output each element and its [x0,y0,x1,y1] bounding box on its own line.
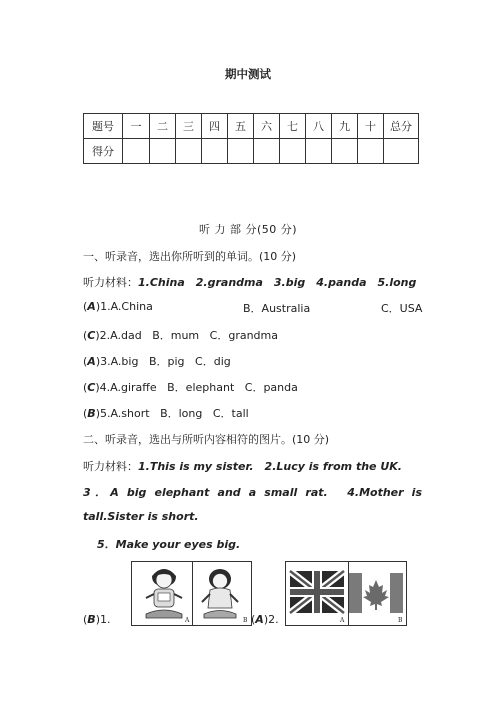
score-cell[interactable] [358,139,384,164]
score-header-cell: 题号 [84,114,123,139]
picture-label-a: A [185,617,190,624]
question-1-option-c: C．USA [381,302,423,315]
part2-material [83,458,402,474]
answer-1: A [87,300,96,313]
page-title: 期中测试 [225,67,271,81]
material-label: 听力材料： [83,276,138,289]
score-header-cell: 二 [150,114,176,139]
score-table-header-row [84,114,419,139]
score-header-cell: 总分 [384,114,419,139]
answer-3: A [87,355,96,368]
part2-instruction: 二、听录音，选出与所听内容相符的图片。(10 分) [83,433,330,446]
score-cell[interactable] [123,139,150,164]
score-cell[interactable] [384,139,419,164]
part2-question-1-number: )1. [95,613,111,626]
score-cell[interactable] [332,139,358,164]
answer-5: B [87,407,96,420]
material-label: 听力材料： [83,460,138,473]
picture-label-a: A [340,617,345,624]
score-cell[interactable] [228,139,254,164]
question-1-option-b: B．Australia [243,302,311,315]
score-cell[interactable] [254,139,280,164]
score-cell[interactable] [306,139,332,164]
score-header-cell: 四 [202,114,228,139]
score-cell[interactable] [280,139,306,164]
score-cell[interactable] [150,139,176,164]
part2-answer-1: B [87,613,96,626]
score-table [83,113,419,164]
question-5-option-a: )5.A.short [95,407,150,420]
answer-2: C [87,329,96,342]
canada-flag-icon [349,573,403,613]
material-line-1: 1.This is my sister. 2.Lucy is from the UK. [138,460,402,473]
children-picture [131,561,252,626]
material-text: 1.China 2.grandma 3.big 4.panda 5.long [138,276,417,289]
part2-question-1: (B)1. [83,613,111,626]
uk-flag-icon [290,571,344,613]
question-1: (A)1.A.China [83,300,153,313]
score-row-label: 得分 [84,139,123,164]
picture-label-b: B [398,617,403,624]
question-4-option-b: B．elephant [167,381,235,394]
flags-picture [285,561,407,626]
material-line-3: 5．Make your eyes big. [97,538,241,551]
part1-material [83,274,416,290]
score-header-cell: 一 [123,114,150,139]
score-header-cell: 三 [176,114,202,139]
score-header-cell: 十 [358,114,384,139]
picture-label-b: B [243,617,248,624]
score-header-cell: 八 [306,114,332,139]
question-2: (C)2.A.dad B．mum C．grandma [83,329,278,342]
question-1-option-a: )1.A.China [95,300,153,313]
score-cell[interactable] [176,139,202,164]
score-header-cell: 六 [254,114,280,139]
score-table-score-row [84,139,419,164]
flags-illustration [286,562,406,625]
question-2-option-c: C．grandma [209,329,278,342]
question-2-option-b: B．mum [152,329,200,342]
question-5-option-c: C．tall [212,407,249,420]
question-3-option-a: )3.A.big [95,355,139,368]
score-header-cell: 五 [228,114,254,139]
part2-answer-2: A [255,613,264,626]
question-3-option-c: C．dig [195,355,231,368]
material-line-2a: 3．A big elephant and a small rat. 4.Mother is [83,486,422,499]
question-5: (B)5.A.short B．long C．tall [83,407,249,420]
part2-question-2-number: )2. [263,613,279,626]
question-4: (C)4.A.giraffe B．elephant C．panda [83,381,298,394]
material-line-2b: tall.Sister is short. [83,510,199,523]
question-3: (A)3.A.big B．pig C．dig [83,355,231,368]
question-2-option-a: )2.A.dad [95,329,142,342]
question-3-option-b: B．pig [148,355,185,368]
part1-instruction: 一、听录音，选出你所听到的单词。(10 分) [83,250,297,263]
question-5-option-b: B．long [160,407,203,420]
score-header-cell: 七 [280,114,306,139]
listening-heading: 听 力 部 分(50 分) [198,223,298,236]
part2-question-2: (A)2. [251,613,279,626]
girl-figure [202,569,238,618]
score-header-cell: 九 [332,114,358,139]
score-cell[interactable] [202,139,228,164]
answer-4: C [87,381,96,394]
question-4-option-a: )4.A.giraffe [95,381,157,394]
boy-figure [146,569,182,618]
children-illustration [132,562,251,625]
question-4-option-c: C．panda [244,381,298,394]
